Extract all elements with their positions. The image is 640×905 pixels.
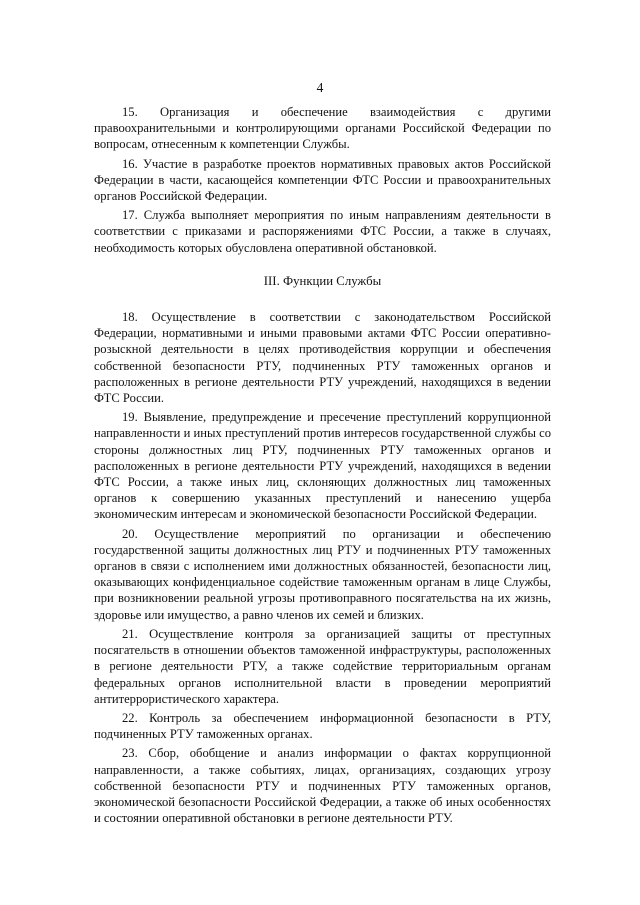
paragraph-18: 18. Осуществление в соответствии с законодательством Российской Федерации, нормативными и иными правовыми актами ФТС России оперативно-розыскной деятельности в целях противодействия коррупции и обеспечения собственной безопасности РТУ, подчиненных РТУ таможенных органов и расположенных в регионе деятельности РТУ учреждений, находящихся в ведении ФТС России. [94,310,551,406]
section-title: III. Функции Службы [263,273,382,288]
paragraph-21: 21. Осуществление контроля за организацией защиты от преступных посягательств в отношении объектов таможенной инфраструктуры, расположенных в регионе деятельности РТУ, а также содействие территориальным органам федеральных органов исполнительной власти в проведении мероприятий антитеррористического характера. [94,626,551,706]
document-body [94,104,551,829]
paragraph-17: 17. Служба выполняет мероприятия по иным направлениям деятельности в соответствии с приказами и распоряжениями ФТС России, а также в случаях, необходимость которых обусловлена оперативной обстановкой. [94,208,551,255]
paragraph-20: 20. Осуществление мероприятий по организации и обеспечению государственной защиты должностных лиц РТУ и подчиненных РТУ таможенных органов в связи с исполнением ими должностных обязанностей, безопасности лиц, оказывающих конфиденциальное содействие таможенным органам в лице Службы, при возникновении реальной угрозы противоправного посягательства на их жизнь, здоровье или имущество, а равно членов их семей и близких. [94,526,551,622]
paragraph-19: 19. Выявление, предупреждение и пресечение преступлений коррупционной направленности и иных преступлений против интересов государственной службы со стороны должностных лиц РТУ, подчиненных РТУ таможенных органов и расположенных в регионе деятельности РТУ учреждений, находящихся в ведении ФТС России, а также иных лиц, склоняющих должностных лиц таможенных органов к совершению указанных преступлений и нанесению ущерба экономическим интересам и экономической безопасности Российской Федерации. [94,410,551,522]
paragraph-15: 15. Организация и обеспечение взаимодействия с другими правоохранительными и контролирующими органами Российской Федерации по вопросам, отнесенным к компетенции Службы. [94,105,551,152]
paragraph-22: 22. Контроль за обеспечением информационной безопасности в РТУ, подчиненных РТУ таможенных органах. [94,710,551,742]
paragraph-23: 23. Сбор, обобщение и анализ информации о фактах коррупционной направленности, а также событиях, лицах, организациях, создающих угрозу собственной безопасности РТУ и подчиненных РТУ таможенных органов, экономической безопасности Российской Федерации, а также об иных особенностях и состоянии оперативной обстановки в регионе деятельности РТУ. [94,746,551,826]
page-number: 4 [316,80,324,95]
paragraph-16: 16. Участие в разработке проектов нормативных правовых актов Российской Федерации в части, касающейся компетенции ФТС России и правоохранительных органов Российской Федерации. [94,156,551,204]
